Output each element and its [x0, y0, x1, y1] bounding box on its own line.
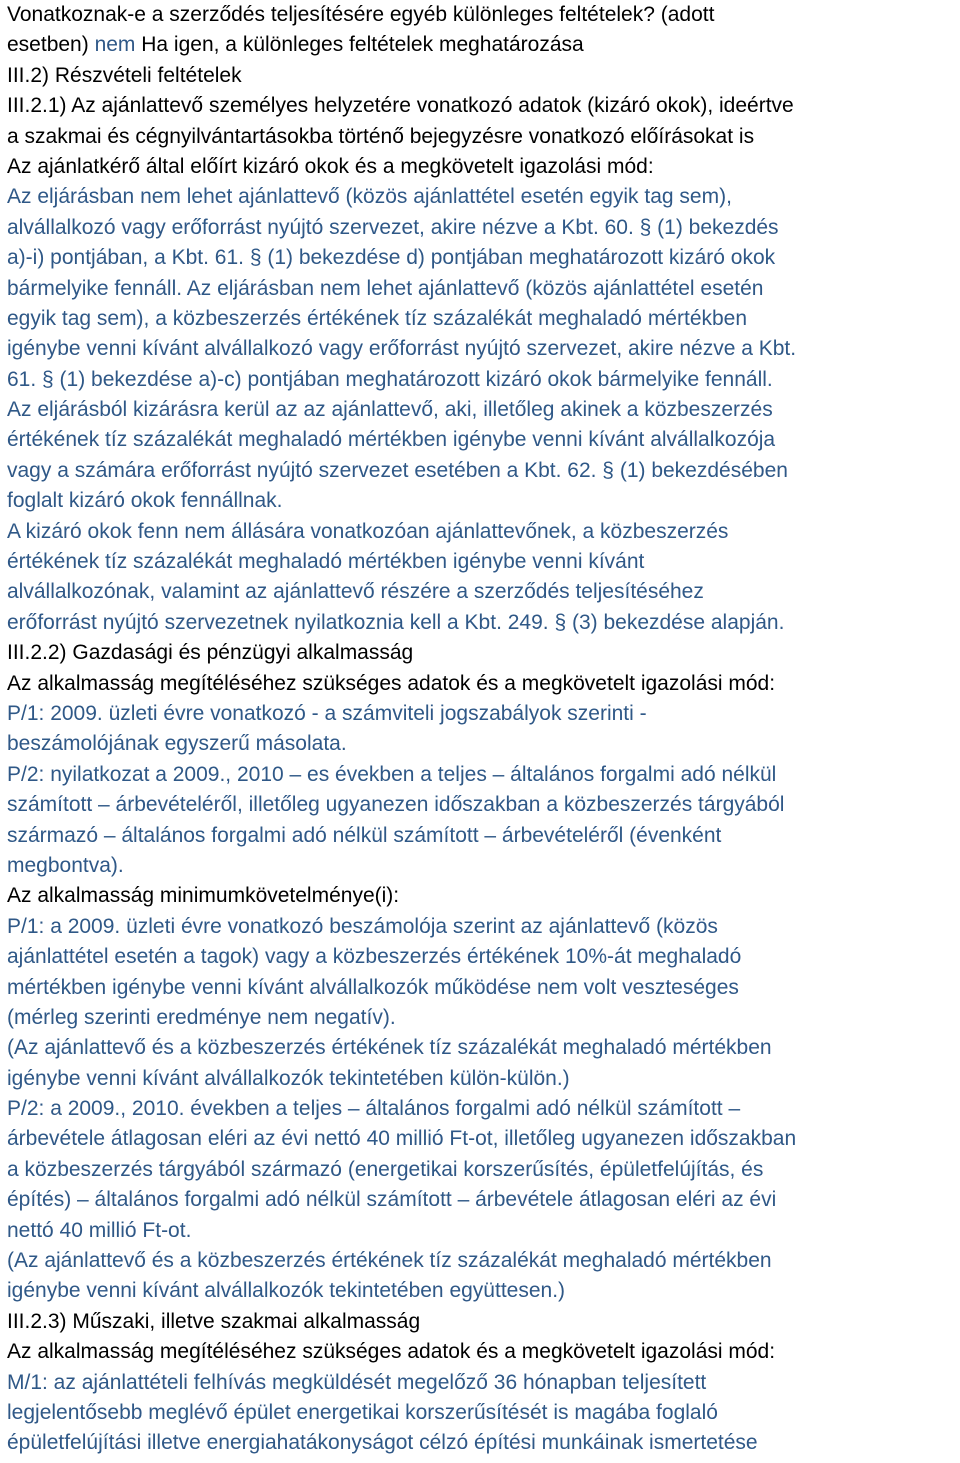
value-text: számított – árbevételéről, illetőleg ugyanezen időszakban a közbeszerzés tárgyából [7, 793, 785, 817]
value-text: értékének tíz százalékát meghaladó mértékben igénybe venni kívánt [7, 550, 645, 574]
text-line [7, 1246, 960, 1276]
value-text: P/2: nyilatkozat a 2009., 2010 – es években a teljes – általános forgalmi adó nélkül [7, 762, 777, 786]
text-line [7, 456, 960, 486]
text-line [7, 699, 960, 729]
text-line [7, 243, 960, 273]
label-text: Az ajánlatkérő által előírt kizáró okok és a megkövetelt igazolási mód: [7, 154, 654, 178]
text-line [7, 182, 960, 212]
value-text: Az eljárásból kizárásra kerül az az ajánlattevő, aki, illetőleg akinek a közbeszerzés [7, 398, 773, 422]
value-text: M/1: az ajánlattételi felhívás megküldését megelőző 36 hónapban teljesített [7, 1370, 707, 1394]
text-line [7, 1337, 960, 1367]
text-line [7, 425, 960, 455]
value-text: értékének tíz százalékát meghaladó mértékben igénybe venni kívánt alvállalkozója [7, 428, 776, 452]
text-line [7, 1094, 960, 1124]
value-text: nettó 40 millió Ft-ot. [7, 1218, 192, 1242]
value-text: (Az ajánlattevő és a közbeszerzés értékének tíz százalékát meghaladó mértékben [7, 1249, 772, 1273]
text-line [7, 61, 960, 91]
value-text: a közbeszerzés tárgyából származó (energetikai korszerűsítés, épületfelújítás, és [7, 1157, 764, 1181]
text-line [7, 851, 960, 881]
label-text: III.2.1) Az ajánlattevő személyes helyzetére vonatkozó adatok (kizáró okok), ideértve [7, 94, 794, 118]
text-line [7, 0, 960, 30]
label-text: Az alkalmasság minimumkövetelménye(i): [7, 884, 400, 908]
text-line [7, 973, 960, 1003]
text-line [7, 304, 960, 334]
value-text: megbontva). [7, 853, 124, 877]
text-line [7, 1368, 960, 1398]
text-line [7, 517, 960, 547]
text-line [7, 790, 960, 820]
text-line [7, 638, 960, 668]
text-line [7, 1307, 960, 1337]
text-line [7, 486, 960, 516]
text-line [7, 274, 960, 304]
value-text: alvállalkozónak, valamint az ajánlattevő részére a szerződés teljesítéséhez [7, 580, 704, 604]
text-line [7, 395, 960, 425]
label-text: III.2.2) Gazdasági és pénzügyi alkalmasság [7, 641, 414, 665]
text-line [7, 912, 960, 942]
label-text: Ha igen, a különleges feltételek meghatározása [135, 33, 584, 57]
value-text: P/1: 2009. üzleti évre vonatkozó - a számviteli jogszabályok szerinti - [7, 701, 647, 725]
text-line [7, 91, 960, 121]
text-line [7, 1003, 960, 1033]
text-line [7, 1216, 960, 1246]
text-line [7, 881, 960, 911]
value-text: bármelyike fennáll. Az eljárásban nem lehet ajánlattevő (közös ajánlattétel esetén [7, 276, 764, 300]
label-text: Az alkalmasság megítéléséhez szükséges adatok és a megkövetelt igazolási mód: [7, 1340, 776, 1364]
label-text: esetben) [7, 33, 95, 57]
value-text: A kizáró okok fenn nem állására vonatkozóan ajánlattevőnek, a közbeszerzés [7, 519, 729, 543]
value-text: igénybe venni kívánt alvállalkozók tekintetében együttesen.) [7, 1279, 566, 1303]
value-text: egyik tag sem), a közbeszerzés értékének tíz százalékát meghaladó mértékben [7, 306, 748, 330]
value-text: igénybe venni kívánt alvállalkozók tekintetében külön-külön.) [7, 1066, 570, 1090]
value-text: épületfelújítási illetve energiahatákonyságot célzó építési munkáinak ismertetése [7, 1431, 758, 1455]
value-text: ajánlattétel esetén a tagok) vagy a közbeszerzés értékének 10%-át meghaladó [7, 945, 742, 969]
text-line [7, 608, 960, 638]
text-line [7, 547, 960, 577]
text-line [7, 30, 960, 60]
value-text: nem [94, 33, 136, 57]
value-text: vagy a számára erőforrást nyújtó szervezet esetében a Kbt. 62. § (1) bekezdésében [7, 458, 788, 482]
text-line [7, 213, 960, 243]
label-text: Vonatkoznak-e a szerződés teljesítésére egyéb különleges feltételek? (adott [7, 3, 715, 26]
value-text: Az eljárásban nem lehet ajánlattevő (közös ajánlattétel esetén egyik tag sem), [7, 185, 732, 209]
value-text: beszámolójának egyszerű másolata. [7, 732, 347, 756]
text-line [7, 577, 960, 607]
text-line [7, 669, 960, 699]
text-line [7, 365, 960, 395]
value-text: P/2: a 2009., 2010. években a teljes – általános forgalmi adó nélkül számított – [7, 1097, 741, 1121]
document-body [7, 0, 960, 1459]
value-text: 61. § (1) bekezdése a)-c) pontjában meghatározott kizáró okok bármelyike fennáll. [7, 367, 773, 391]
value-text: mértékben igénybe venni kívánt alvállalkozók működése nem volt veszteséges [7, 975, 739, 999]
text-line [7, 760, 960, 790]
text-line [7, 1428, 960, 1458]
text-line [7, 1064, 960, 1094]
text-line [7, 729, 960, 759]
text-line [7, 1124, 960, 1154]
value-text: (Az ajánlattevő és a közbeszerzés értékének tíz százalékát meghaladó mértékben [7, 1036, 772, 1060]
value-text: a)-i) pontjában, a Kbt. 61. § (1) bekezdése d) pontjában meghatározott kizáró okok [7, 246, 776, 270]
text-line [7, 1033, 960, 1063]
value-text: származó – általános forgalmi adó nélkül számított – árbevételéről (évenként [7, 823, 722, 847]
text-line [7, 942, 960, 972]
text-line [7, 152, 960, 182]
text-line [7, 1276, 960, 1306]
value-text: P/1: a 2009. üzleti évre vonatkozó beszámolója szerint az ajánlattevő (közös [7, 914, 718, 938]
value-text: foglalt kizáró okok fennállnak. [7, 489, 283, 513]
label-text: III.2) Részvételi feltételek [7, 63, 242, 87]
value-text: (mérleg szerinti eredménye nem negatív). [7, 1005, 396, 1029]
label-text: III.2.3) Műszaki, illetve szakmai alkalmasság [7, 1309, 421, 1333]
value-text: igénybe venni kívánt alvállalkozó vagy erőforrást nyújtó szervezet, akire nézve a Kbt. [7, 337, 797, 361]
text-line [7, 122, 960, 152]
text-line [7, 1185, 960, 1215]
label-text: a szakmai és cégnyilvántartásokba történő bejegyzésre vonatkozó előírásokat is [7, 124, 755, 148]
text-line [7, 1398, 960, 1428]
text-line [7, 334, 960, 364]
text-line [7, 821, 960, 851]
value-text: erőforrást nyújtó szervezetnek nyilatkoznia kell a Kbt. 249. § (3) bekezdése alapján. [7, 610, 785, 634]
value-text: legjelentősebb meglévő épület energetikai korszerűsítését is magába foglaló [7, 1400, 718, 1424]
value-text: árbevétele átlagosan eléri az évi nettó 40 millió Ft-ot, illetőleg ugyanezen időszakban [7, 1127, 797, 1151]
text-line [7, 1155, 960, 1185]
label-text: Az alkalmasság megítéléséhez szükséges adatok és a megkövetelt igazolási mód: [7, 671, 776, 695]
value-text: építés) – általános forgalmi adó nélkül számított – árbevétele átlagosan eléri az évi [7, 1188, 777, 1212]
value-text: alvállalkozó vagy erőforrást nyújtó szervezet, akire nézve a Kbt. 60. § (1) bekezdés [7, 215, 779, 239]
